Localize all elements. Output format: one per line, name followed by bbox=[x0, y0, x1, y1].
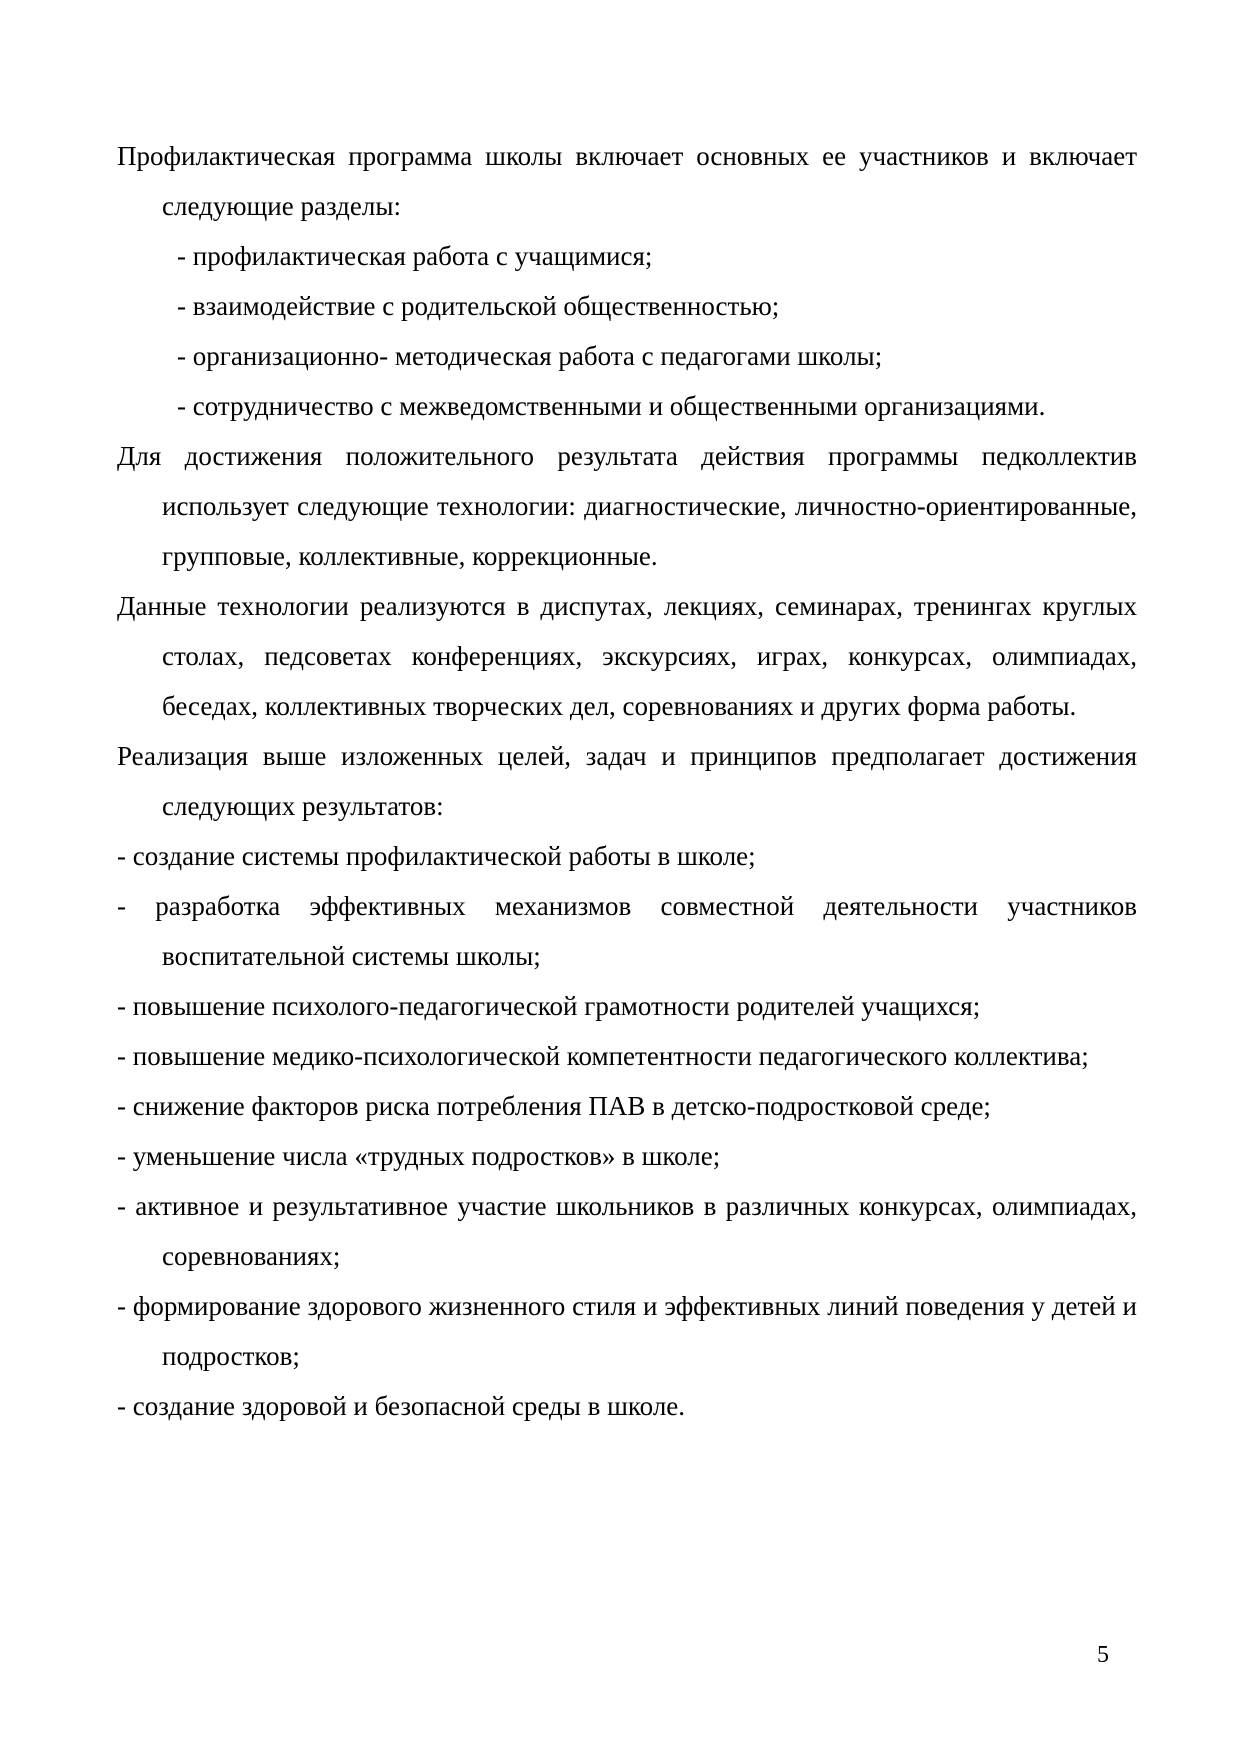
section-item: - организационно- методическая работа с педагогами школы; bbox=[177, 341, 883, 371]
intro-paragraph: Профилактическая программа школы включает основных ее участников и включает следующие разделы: bbox=[117, 141, 1137, 221]
result-item: - повышение медико-психологической компетентности педагогического коллектива; bbox=[117, 1041, 1089, 1071]
document-body bbox=[117, 131, 1137, 1431]
results-intro-paragraph: Реализация выше изложенных целей, задач и принципов предполагает достижения следующих результатов: bbox=[117, 741, 1137, 821]
result-item: - повышение психолого-педагогической грамотности родителей учащихся; bbox=[117, 991, 981, 1021]
result-item: - создание системы профилактической работы в школе; bbox=[117, 841, 756, 871]
result-item: - снижение факторов риска потребления ПАВ в детско-подростковой среде; bbox=[117, 1091, 991, 1121]
result-item: - формирование здорового жизненного стиля и эффективных линий поведения у детей и подростков; bbox=[117, 1291, 1137, 1371]
result-item: - разработка эффективных механизмов совместной деятельности участников воспитательной системы школы; bbox=[117, 891, 1137, 971]
result-item: - уменьшение числа «трудных подростков» в школе; bbox=[117, 1141, 721, 1171]
result-item: - создание здоровой и безопасной среды в школе. bbox=[117, 1391, 686, 1421]
page-number: 5 bbox=[1097, 1642, 1109, 1668]
section-item: - сотрудничество с межведомственными и общественными организациями. bbox=[177, 391, 1046, 421]
result-item: - активное и результативное участие школьников в различных конкурсах, олимпиадах, соревнованиях; bbox=[117, 1191, 1137, 1271]
forms-paragraph: Данные технологии реализуются в диспутах, лекциях, семинарах, тренингах круглых столах, педсоветах конференциях, экскурсиях, играх, конкурсах, олимпиадах, беседах, коллективных творческих дел, соревнованиях и других форма работы. bbox=[117, 591, 1137, 721]
section-item: - профилактическая работа с учащимися; bbox=[177, 241, 653, 271]
section-item: - взаимодействие с родительской общественностью; bbox=[177, 291, 780, 321]
technologies-paragraph: Для достижения положительного результата действия программы педколлектив использует следующие технологии: диагностические, личностно-ориентированные, групповые, коллективные, коррекционные. bbox=[117, 441, 1137, 571]
